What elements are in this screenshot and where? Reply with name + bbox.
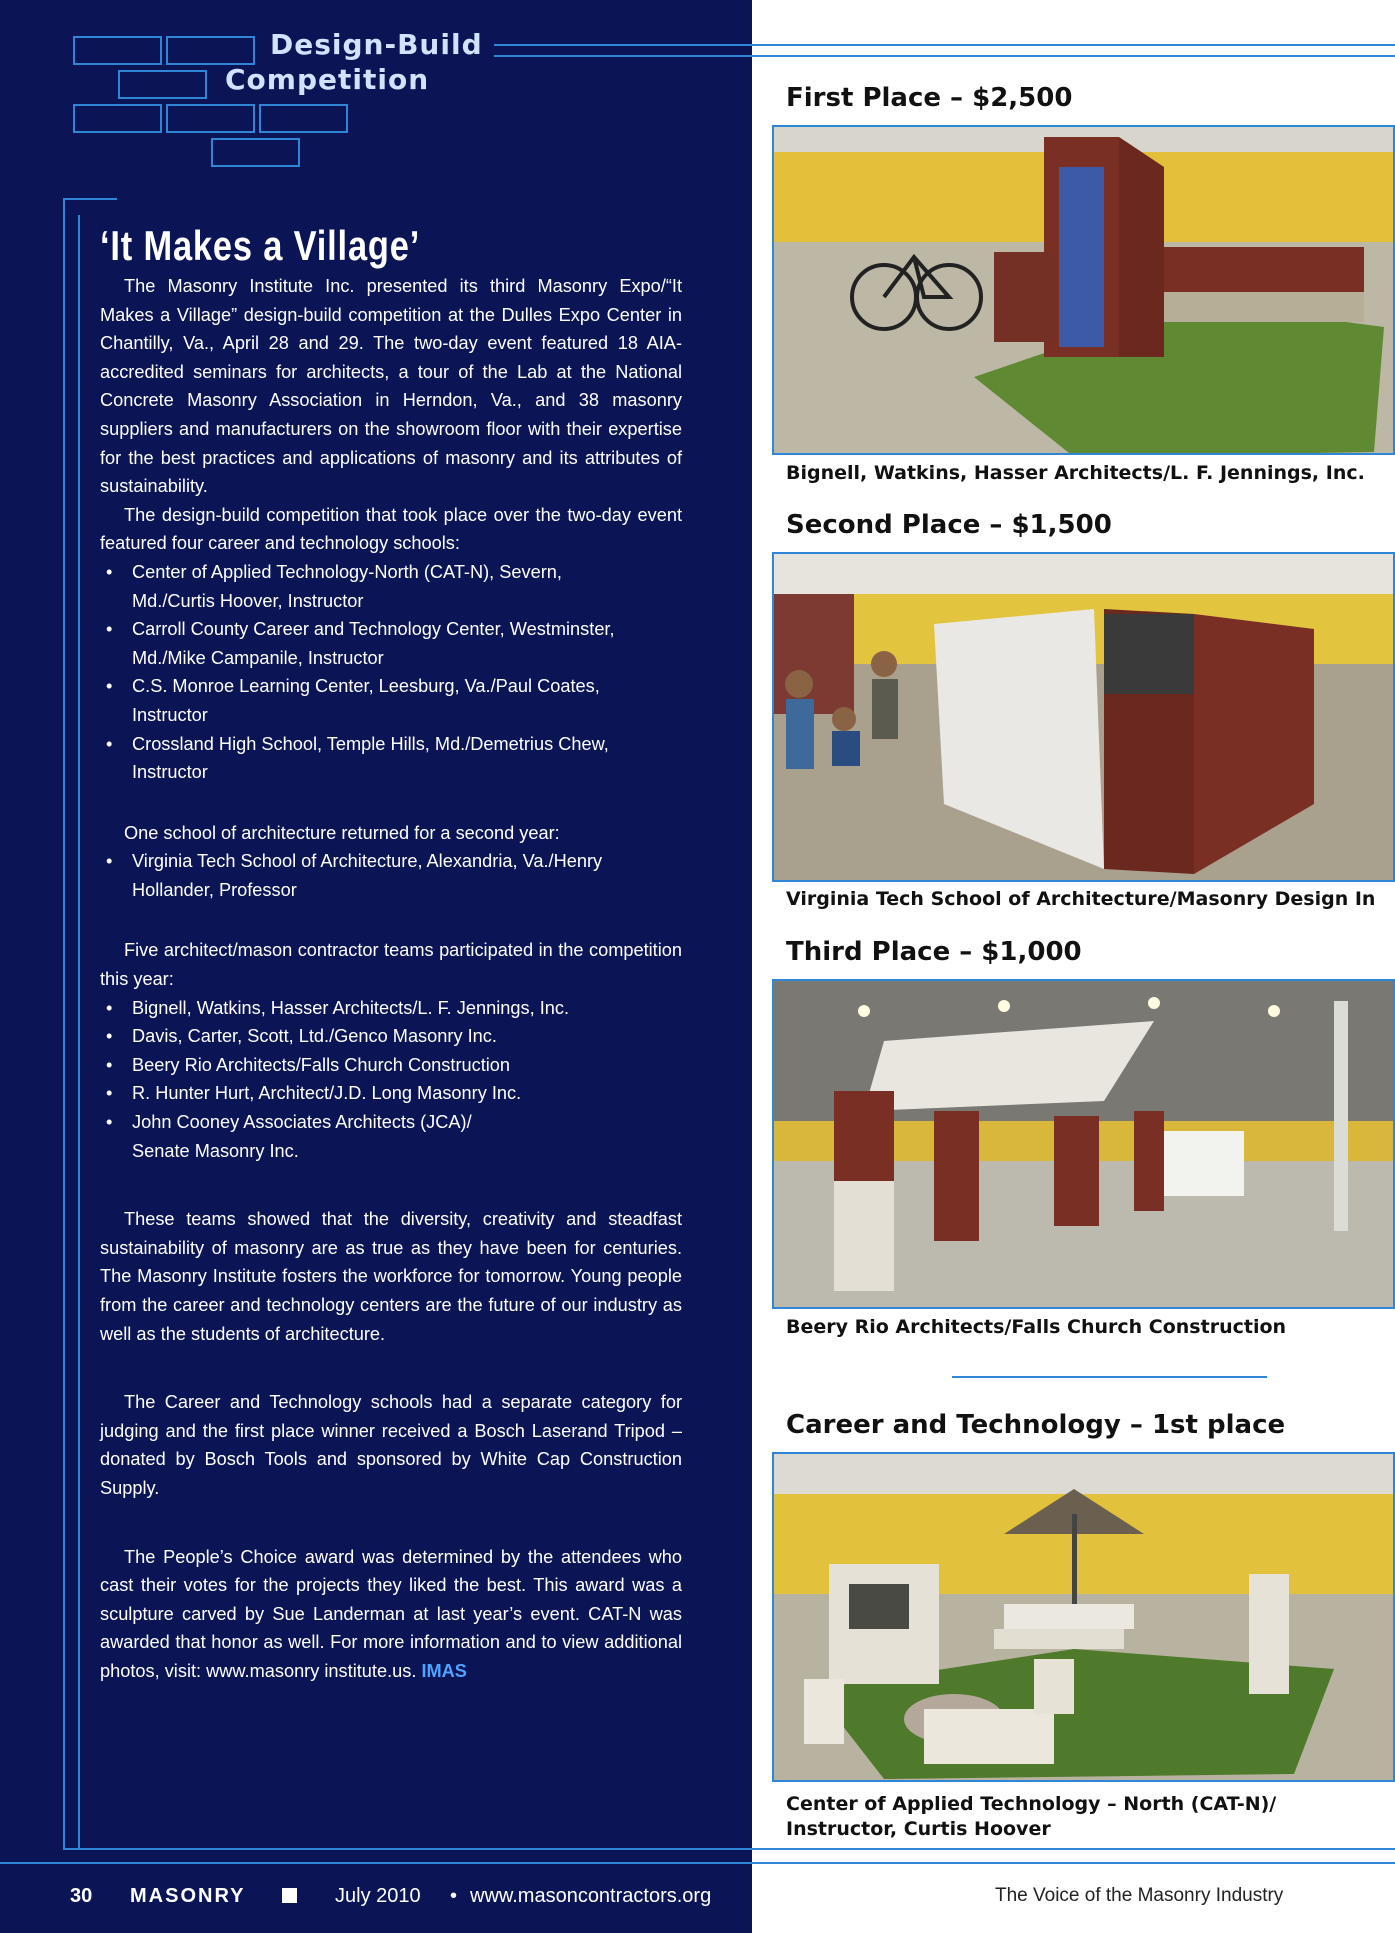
page-number: 30: [70, 1885, 93, 1907]
list-item: • Carroll County Career and Technology Center, Westminster, Md./Mike Campanile, Instructor: [100, 615, 682, 672]
footer-rule: [0, 1862, 1395, 1864]
article-frame-top: [63, 198, 117, 200]
second-place-heading: Second Place – $1,500: [786, 510, 1112, 540]
website-link[interactable]: www.masoncontractors.org: [470, 1885, 712, 1907]
career-tech-caption-line1: Center of Applied Technology – North (CAT-N)/: [786, 1793, 1277, 1815]
schools-list: [100, 558, 682, 787]
article-paragraph: The Career and Technology schools had a separate category for judging and the first place winner received a Bosch Laserand Tripod – donated by Bosch Tools and sponsored by White Cap Construction Supply.: [100, 1392, 682, 1498]
third-place-image: [774, 981, 1395, 1309]
first-place-caption: Bignell, Watkins, Hasser Architects/L. F. Jennings, Inc.: [786, 462, 1365, 484]
list-item: • Bignell, Watkins, Hasser Architects/L. F. Jennings, Inc.: [100, 994, 682, 1023]
article-body: [100, 272, 682, 1686]
second-place-caption: Virginia Tech School of Architecture/Masonry Design In: [786, 888, 1376, 910]
bullet-icon: •: [450, 1885, 458, 1907]
list-item: • Davis, Carter, Scott, Ltd./Genco Masonry Inc.: [100, 1022, 682, 1051]
second-place-photo: [772, 552, 1395, 882]
career-tech-caption-line2: Instructor, Curtis Hoover: [786, 1818, 1051, 1840]
article-paragraph: The design-build competition that took place over the two-day event featured four career and technology schools:: [100, 504, 682, 554]
list-item: • Virginia Tech School of Architecture, Alexandria, Va./Henry Hollander, Professor: [100, 847, 682, 904]
list-item: • Beery Rio Architects/Falls Church Construction: [100, 1051, 682, 1080]
list-item: • R. Hunter Hurt, Architect/J.D. Long Masonry Inc.: [100, 1079, 682, 1108]
architecture-school-list: [100, 847, 682, 904]
header-rule-bottom: [494, 55, 1395, 57]
first-place-image: [774, 127, 1395, 455]
article-frame-inner: [78, 215, 80, 1849]
magazine-name: MASONRY: [130, 1885, 246, 1907]
first-place-photo: [772, 125, 1395, 455]
teams-list: [100, 994, 682, 1166]
square-icon: [282, 1888, 297, 1903]
article-frame-bottom: [63, 1848, 1395, 1850]
article-headline: ‘It Makes a Village’: [100, 222, 421, 269]
issue-date: July 2010: [335, 1885, 421, 1907]
career-tech-image: [774, 1454, 1395, 1782]
footer-tagline: The Voice of the Masonry Industry: [995, 1885, 1284, 1906]
first-place-heading: First Place – $2,500: [786, 83, 1073, 113]
career-tech-heading: Career and Technology – 1st place: [786, 1410, 1286, 1440]
article-paragraph: Five architect/mason contractor teams participated in the competition this year:: [100, 940, 682, 990]
list-item: • C.S. Monroe Learning Center, Leesburg, Va./Paul Coates, Instructor: [100, 672, 682, 729]
article-paragraph: One school of architecture returned for a second year:: [124, 822, 560, 843]
end-mark: IMAS: [421, 1660, 467, 1681]
section-title-line1: Design-Build: [270, 28, 483, 61]
second-place-image: [774, 554, 1395, 882]
list-item: • Crossland High School, Temple Hills, Md./Demetrius Chew, Instructor: [100, 730, 682, 787]
list-item: • Center of Applied Technology-North (CAT-N), Severn, Md./Curtis Hoover, Instructor: [100, 558, 682, 615]
third-place-heading: Third Place – $1,000: [786, 937, 1082, 967]
section-divider: [952, 1376, 1267, 1378]
third-place-caption: Beery Rio Architects/Falls Church Construction: [786, 1316, 1287, 1338]
section-title-line2: Competition: [225, 63, 430, 96]
career-tech-photo: [772, 1452, 1395, 1782]
article-paragraph: The People’s Choice award was determined by the attendees who cast their votes for the projects they liked the best. This award was a sculpture carved by Sue Landerman at last year’s event. CAT-N was awarded that honor as well. For more information and to view additional photos, visit: www.masonry institute.us. IMAS: [100, 1546, 682, 1681]
third-place-photo: [772, 979, 1395, 1309]
header-rule-top: [494, 44, 1395, 46]
article-paragraph: The Masonry Institute Inc. presented its third Masonry Expo/“It Makes a Village” design-build competition at the Dulles Expo Center in Chantilly, Va., April 28 and 29. The two-day event featured 18 AIA-accredited seminars for architects, a tour of the Lab at the National Concrete Masonry Association in Herndon, Va., and 38 masonry suppliers and manufacturers on the showroom floor with their expertise for the best practices and applications of masonry and its attributes of sustainability.: [100, 276, 682, 497]
list-item: • John Cooney Associates Architects (JCA)/ Senate Masonry Inc.: [100, 1108, 682, 1165]
article-frame-left: [63, 198, 65, 1848]
article-paragraph: These teams showed that the diversity, creativity and steadfast sustainability of masonry are as true as they have been for centuries. The Masonry Institute fosters the workforce for tomorrow. Young people from the career and technology centers are the future of our industry as well as the students of architecture.: [100, 1209, 682, 1344]
